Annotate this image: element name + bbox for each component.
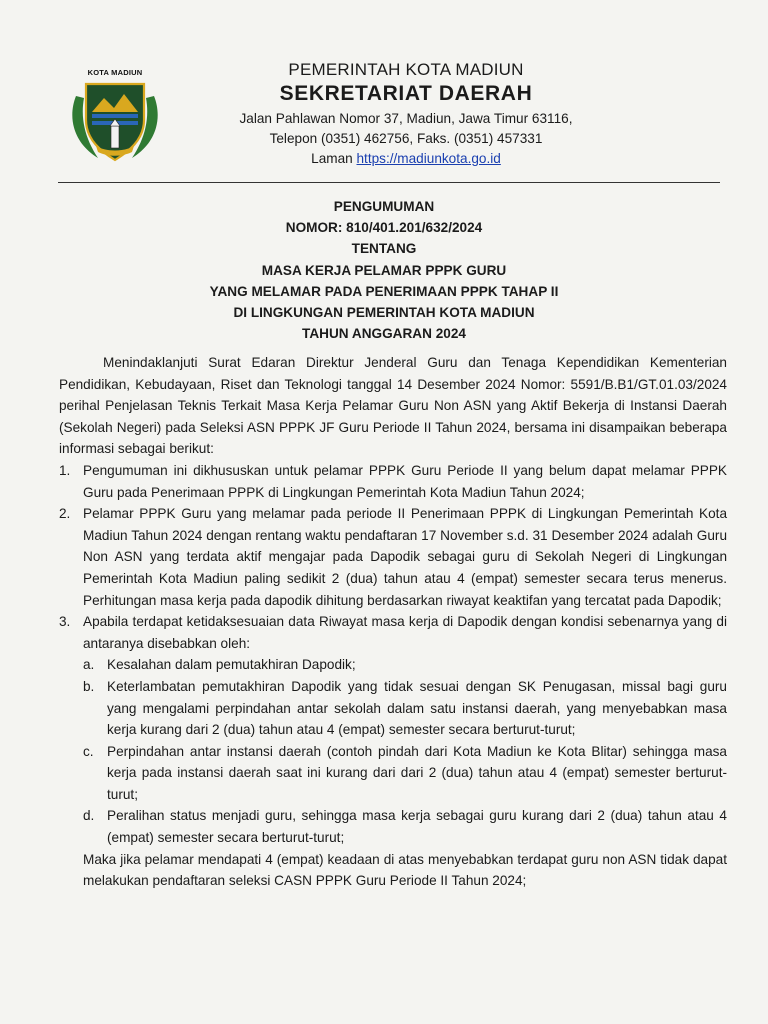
sub-list-item bbox=[59, 805, 727, 848]
announcement-number: NOMOR: 810/401.201/632/2024 bbox=[285, 220, 483, 236]
numbered-list bbox=[59, 460, 727, 892]
website-line bbox=[150, 149, 662, 169]
list-text: Pelamar PPPK Guru yang melamar pada periode II Penerimaan PPPK di Lingkungan Pemerintah Kota Madiun Tahun 2024 dengan rentang waktu pendaftaran 17 November s.d. 31 Desember 2024 adalah Guru Non ASN yang terdata aktif mengajar pada Dapodik sebagai guru di Sekolah Negeri di Lingkungan Pemerintah Kota Madiun paling sedikit 2 (dua) tahun atau 4 (empat) semester secara terus menerus. Perhitungan masa kerja pada dapodik dihitung berdasarkan riwayat keaktifan yang tercatat pada Dapodik; bbox=[83, 506, 727, 608]
sub-list-text: Kesalahan dalam pemutakhiran Dapodik; bbox=[107, 657, 356, 673]
list-text: Pengumuman ini dikhususkan untuk pelamar PPPK Guru Periode II yang belum dapat melamar PPPK Guru pada Penerimaan PPPK di Lingkungan Pemerintah Kota Madiun Tahun 2024; bbox=[83, 462, 727, 500]
title-line: TENTANG bbox=[351, 241, 417, 257]
sub-list-item bbox=[59, 676, 727, 741]
department-name: SEKRETARIAT DAERAH bbox=[279, 82, 533, 105]
phone-line: Telepon (0351) 462756, Faks. (0351) 457331 bbox=[269, 131, 543, 146]
website-prefix: Laman bbox=[311, 151, 357, 166]
emblem-label: KOTA MADIUN bbox=[87, 68, 143, 77]
sub-list-text: Perpindahan antar instansi daerah (contoh pindah dari Kota Madiun ke Kota Blitar) sehingga masa kerja pada instansi daerah saat ini kurang dari dari 2 (dua) tahun atau 4 (empat) semester berturut-turut; bbox=[107, 743, 727, 802]
sub-list-item bbox=[59, 741, 727, 806]
title-line: MASA KERJA PELAMAR PPPK GURU bbox=[261, 262, 507, 278]
list-item bbox=[59, 503, 727, 611]
website-link[interactable]: https://madiunkota.go.id bbox=[356, 151, 501, 166]
title-line: TAHUN ANGGARAN 2024 bbox=[302, 326, 466, 342]
sub-list-text: Peralihan status menjadi guru, sehingga masa kerja sebagai guru kurang dari 2 (dua) tahun atau 4 (empat) semester secara berturut-turut; bbox=[107, 808, 727, 846]
header-divider bbox=[58, 182, 720, 183]
sub-list-letter: d. bbox=[83, 808, 95, 824]
list-number: 2. bbox=[59, 506, 71, 522]
closing-paragraph: Maka jika pelamar mendapati 4 (empat) keadaan di atas menyebabkan terdapat guru non ASN tidak dapat melakukan pendaftaran seleksi CASN PPPK Guru Periode II Tahun 2024; bbox=[83, 851, 727, 889]
sub-list-letter: b. bbox=[83, 678, 95, 694]
sub-list-letter: a. bbox=[83, 657, 95, 673]
title-line: DI LINGKUNGAN PEMERINTAH KOTA MADIUN bbox=[233, 305, 535, 321]
intro-paragraph: Menindaklanjuti Surat Edaran Direktur Jenderal Guru dan Tenaga Kependidikan Kementerian Pendidikan, Kebudayaan, Riset dan Teknologi tanggal 14 Desember 2024 Nomor: 5591/B.B1/GT.01.03/2024 perihal Penjelasan Teknis Terkait Masa Kerja Pelamar Guru Non ASN yang Aktif Bekerja di Instansi Daerah (Sekolah Negeri) pada Seleksi ASN PPPK JF Guru Periode II Tahun 2024, bersama ini disampaikan beberapa informasi sebagai berikut: bbox=[59, 355, 727, 457]
list-item bbox=[59, 460, 727, 503]
sub-list-item bbox=[59, 654, 727, 676]
title-line: PENGUMUMAN bbox=[333, 199, 435, 214]
sub-list-text: Keterlambatan pemutakhiran Dapodik yang tidak sesuai dengan SK Penugasan, missal bagi guru yang mengalami perpindahan antar sekolah dalam satu instansi daerah, yang menyebabkan masa kerja kurang dari 2 (dua) tahun atau 4 (empat) semester secara berturut-turut; bbox=[107, 678, 727, 738]
government-name: PEMERINTAH KOTA MADIUN bbox=[288, 60, 524, 79]
sub-list-letter: c. bbox=[83, 743, 94, 759]
list-item bbox=[59, 611, 727, 654]
sub-list bbox=[59, 654, 727, 848]
list-text: Apabila terdapat ketidaksesuaian data Riwayat masa kerja di Dapodik dengan kondisi sebenarnya yang di antaranya disebabkan oleh: bbox=[83, 614, 727, 651]
list-number: 3. bbox=[59, 614, 71, 630]
title-line: YANG MELAMAR PADA PENERIMAAN PPPK TAHAP II bbox=[209, 283, 559, 299]
address-block bbox=[150, 109, 662, 169]
announcement-title bbox=[0, 196, 768, 344]
address-line: Jalan Pahlawan Nomor 37, Madiun, Jawa Timur 63116, bbox=[239, 111, 573, 126]
list-number: 1. bbox=[59, 462, 71, 478]
document-body bbox=[59, 352, 727, 892]
letterhead bbox=[150, 58, 662, 169]
